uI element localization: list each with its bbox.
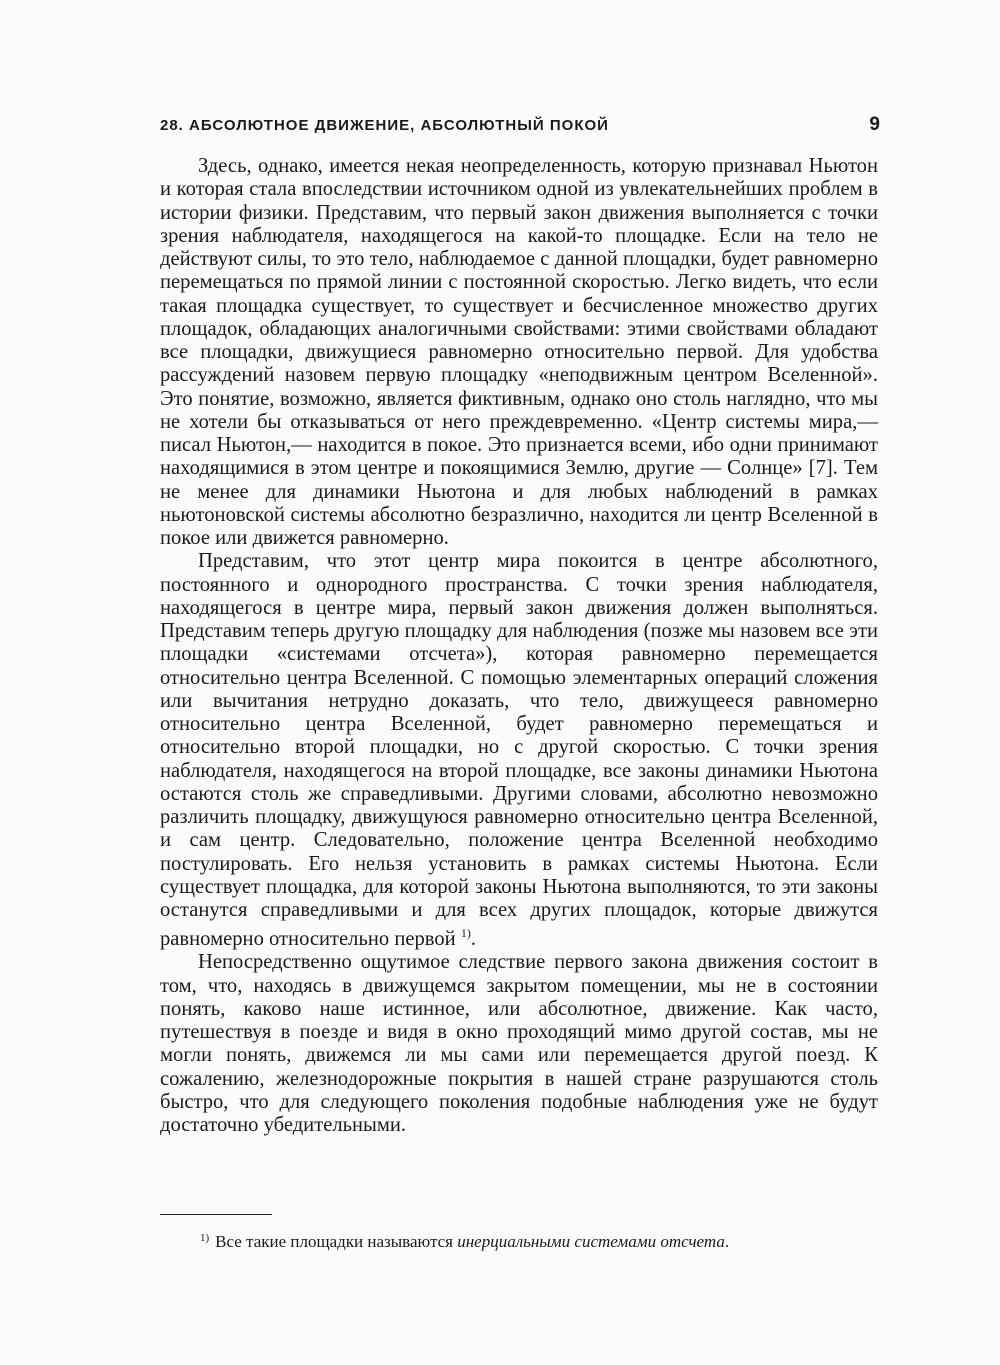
- footnote: [200, 1227, 880, 1253]
- footnote-marker: 1): [200, 1232, 210, 1244]
- body-text: [160, 155, 878, 1137]
- paragraph-2: [160, 550, 878, 951]
- paragraph-2-end: .: [470, 928, 476, 951]
- footnote-term: инерциальными системами отсчета: [457, 1232, 725, 1251]
- paragraph-2-text: Представим, что этот центр мира покоится в центре абсолютного, постоянного и однородного пространства. С точки зрения наблюдателя, находящегося в центре мира, первый закон движения должен выполняться. Представим теперь другую площадку для наблюдения (позже мы назовем все эти площадки «системами отсчета»), которая равномерно перемещается относительно центра Вселенной. С помощью элементарных операций сложения или вычитания нетрудно доказать, что тело, движущееся равномерно относительно центра Вселенной, будет равномерно перемещаться и относительно второй площадки, но с другой скоростью. С точки зрения наблюдателя, находящегося на второй площадке, все законы динамики Ньютона остаются столь же справедливыми. Другими словами, абсолютно невозможно различить площадку, движущуюся равномерно относительно центра Вселенной, и сам центр. Следовательно, положение центра Вселенной необходимо постулировать. Его нельзя установить в рамках системы Ньютона. Если существует площадка, для которой законы Ньютона выполняются, то эти законы останутся справедливыми и для всех других площадок, которые движутся равномерно относительно первой: [160, 550, 878, 951]
- footnote-divider: [160, 1214, 272, 1215]
- paragraph-1: Здесь, однако, имеется некая неопределенность, которую признавал Ньютон и которая стала впоследствии источником одной из увлекательнейших проблем в истории физики. Представим, что первый закон движения выполняется с точки зрения наблюдателя, находящегося на какой-то площадке. Если на тело не действуют силы, то это тело, наблюдаемое с данной площадки, будет равномерно перемещаться по прямой линии с постоянной скоростью. Легко видеть, что если такая площадка существует, то существует и бесчисленное множество других площадок, обладающих аналогичными свойствами: этими свойствами обладают все площадки, движущиеся равномерно относительно первой. Для удобства рассуждений назовем первую площадку «неподвижным центром Вселенной». Это понятие, возможно, является фиктивным, однако оно столь наглядно, что мы не хотели бы отказываться от него преждевременно. «Центр системы мира,— писал Ньютон,— находится в покое. Это признается всеми, ибо одни принимают находящимися в этом центре и покоящимися Землю, другие — Солнце» [7]. Тем не менее для динамики Ньютона и для любых наблюдений в рамках ньютоновской системы абсолютно безразлично, находится ли центр Вселенной в покое или движется равномерно.: [160, 155, 878, 549]
- footnote-reference: 1): [460, 926, 471, 941]
- page-number: 9: [869, 114, 880, 135]
- paragraph-3: Непосредственно ощутимое следствие первого закона движения состоит в том, что, находясь в движущемся закрытом помещении, мы не в состоянии понять, каково наше истинное, или абсолютное, движение. Как часто, путешествуя в поезде и видя в окно проходящий мимо другой состав, мы не могли понять, движемся ли мы сами или перемещается другой поезд. К сожалению, железнодорожные покрытия в нашей стране разрушаются столь быстро, что для следующего поколения подобные наблюдения уже не будут достаточно убедительными.: [160, 951, 878, 1137]
- footnote-end: .: [724, 1232, 730, 1251]
- footnote-text: Все такие площадки называются: [215, 1232, 458, 1251]
- section-title: 28. АБСОЛЮТНОЕ ДВИЖЕНИЕ, АБСОЛЮТНЫЙ ПОКОЙ: [160, 117, 609, 134]
